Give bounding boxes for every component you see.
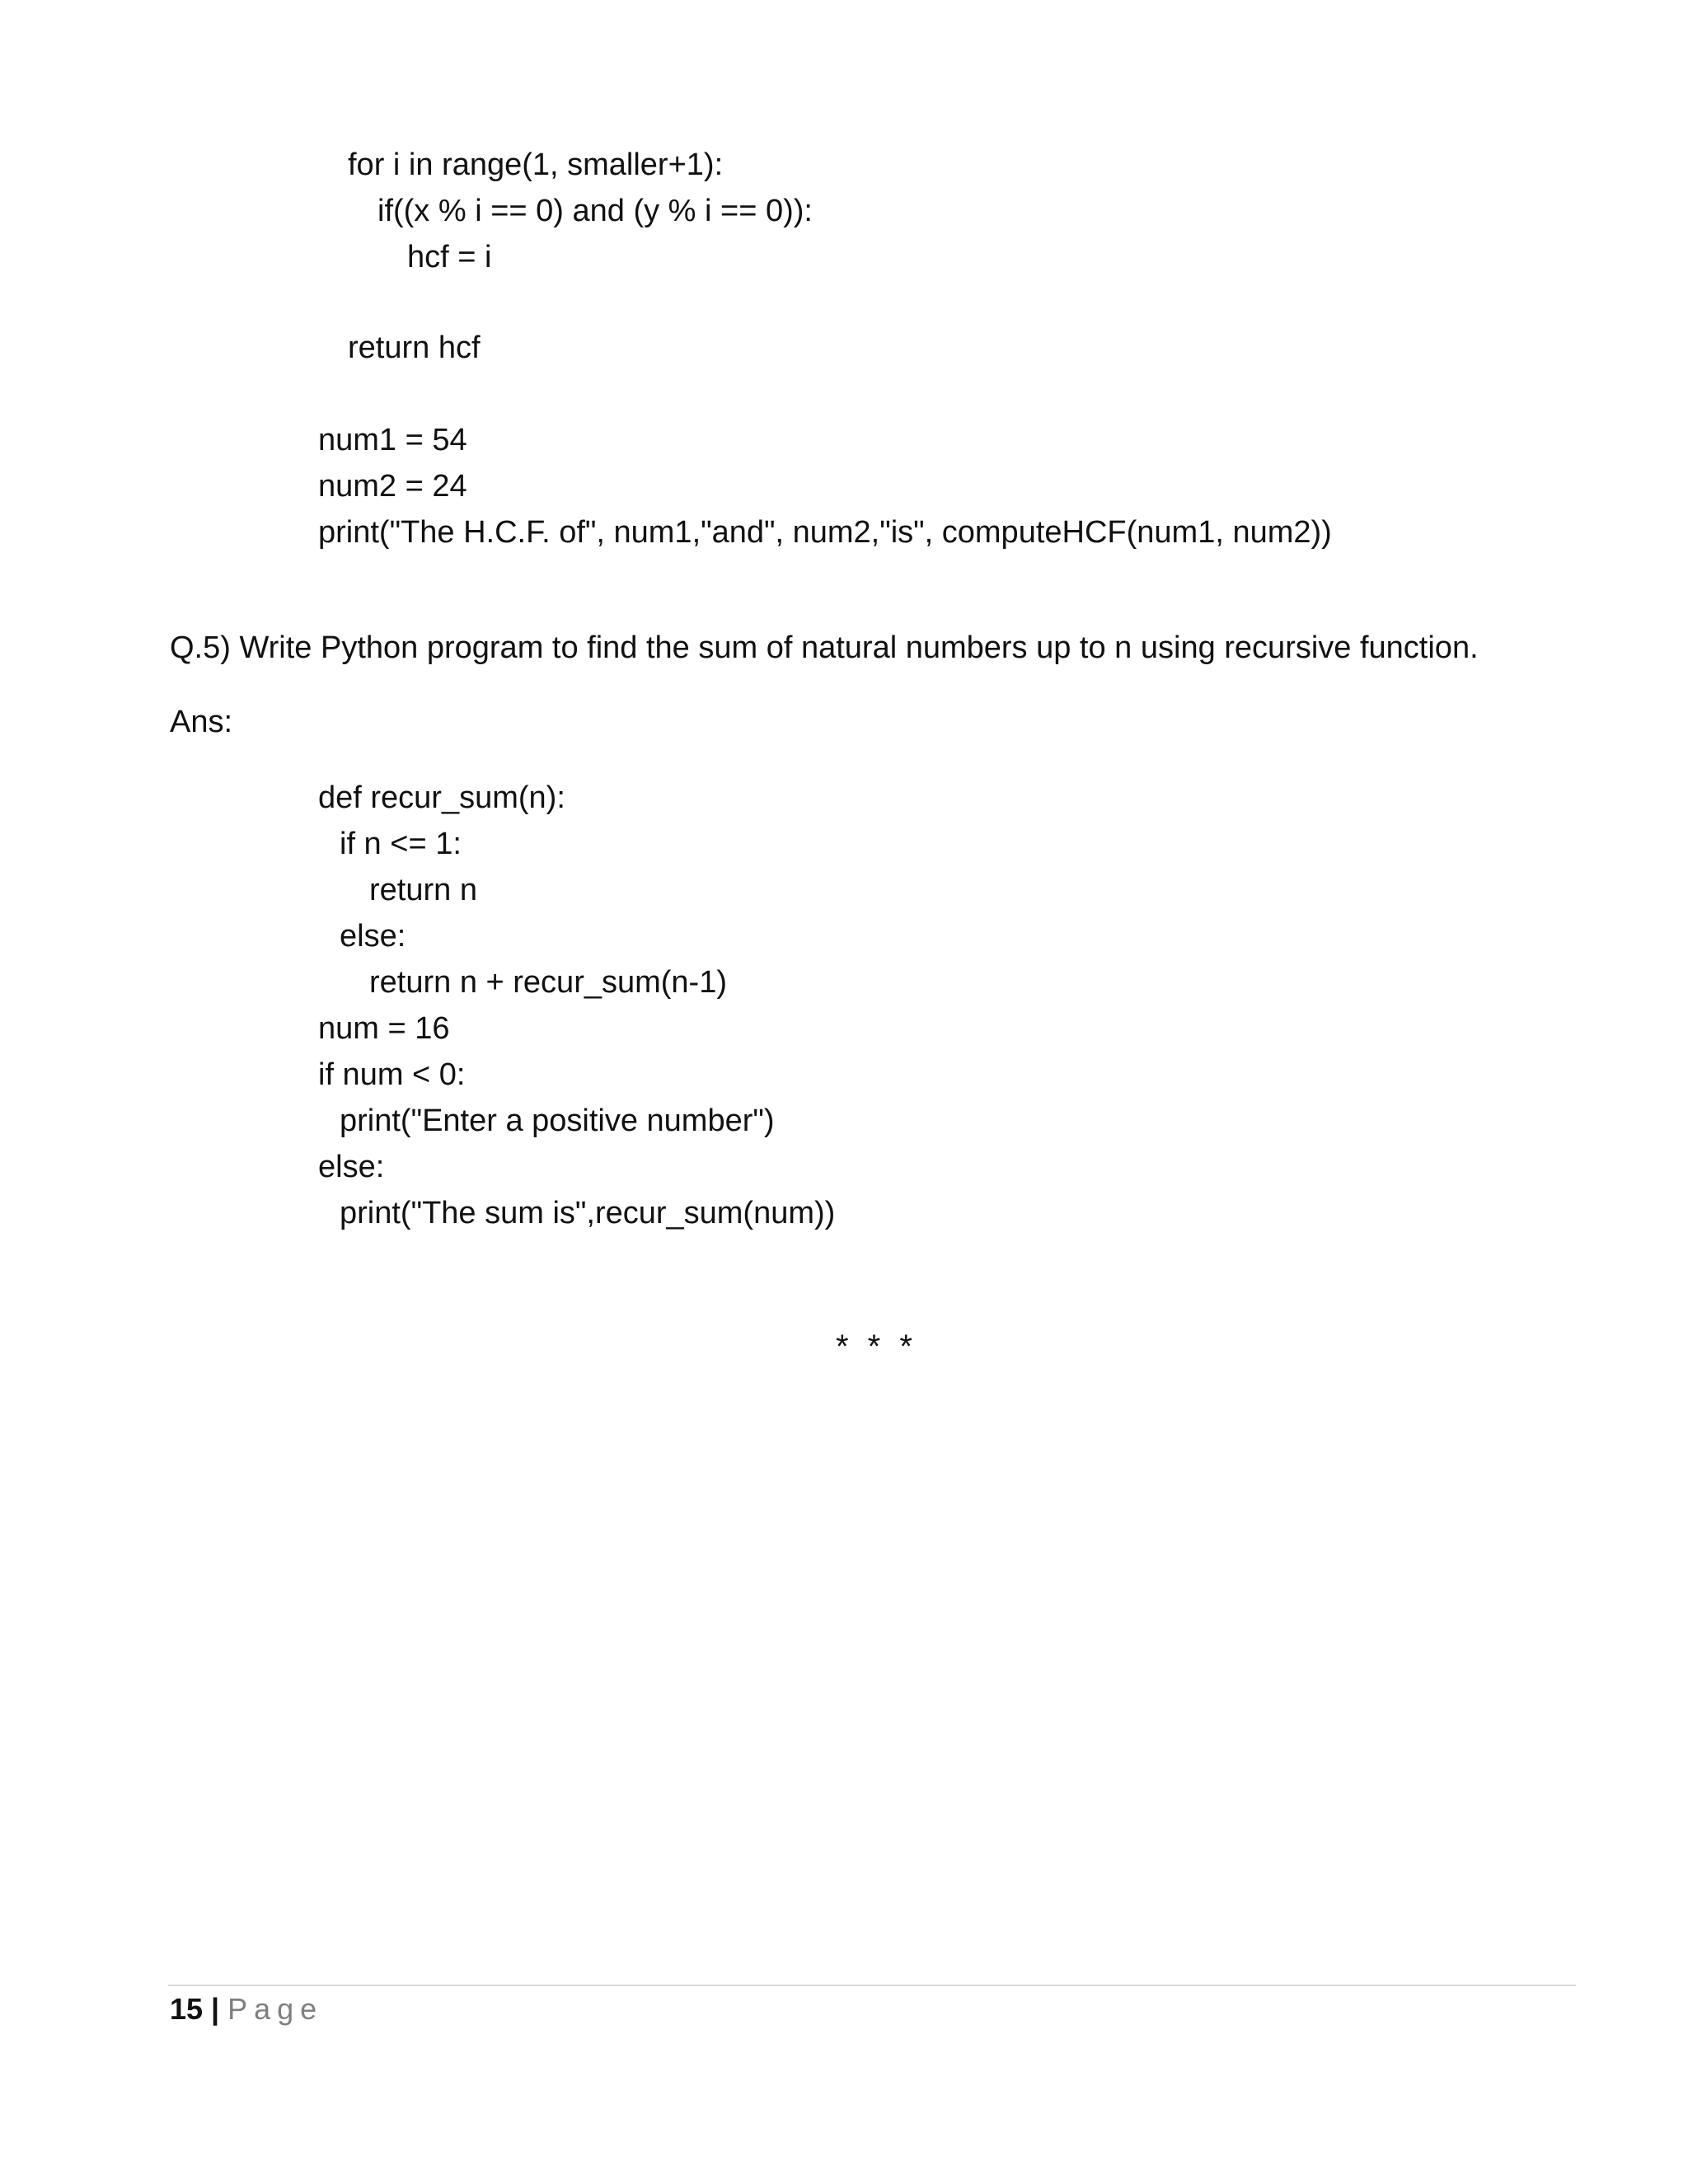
- code-line: print("The H.C.F. of", num1,"and", num2,"is", computeHCF(num1, num2)): [318, 515, 1332, 550]
- code-line: return n: [369, 873, 477, 907]
- code-line: for i in range(1, smaller+1):: [348, 148, 724, 182]
- page-footer: [170, 1988, 323, 2031]
- code-line: return n + recur_sum(n-1): [369, 965, 727, 1000]
- footer-separator: |: [211, 1992, 220, 2026]
- code-line: print("The sum is",recur_sum(num)): [340, 1196, 836, 1230]
- code-line: else:: [340, 919, 406, 954]
- code-line: hcf = i: [407, 240, 492, 274]
- question-text: Q.5) Write Python program to find the sum of natural numbers up to n using recursive function.: [170, 630, 1479, 665]
- section-separator: * * *: [836, 1329, 917, 1365]
- code-line: num2 = 24: [318, 469, 467, 504]
- code-line: num1 = 54: [318, 423, 467, 457]
- footer-divider-line: [168, 1985, 1576, 1986]
- code-line: num = 16: [318, 1011, 450, 1046]
- code-line: print("Enter a positive number"): [340, 1104, 775, 1138]
- code-line: if((x % i == 0) and (y % i == 0)):: [377, 194, 813, 228]
- page-label: Page: [227, 1992, 324, 2026]
- code-line: if n <= 1:: [340, 827, 462, 861]
- code-line: else:: [318, 1150, 385, 1184]
- code-line: return hcf: [348, 330, 481, 365]
- page-number: 15: [170, 1992, 204, 2026]
- answer-label: Ans:: [170, 705, 233, 739]
- code-line: def recur_sum(n):: [318, 780, 565, 815]
- code-line: if num < 0:: [318, 1057, 466, 1092]
